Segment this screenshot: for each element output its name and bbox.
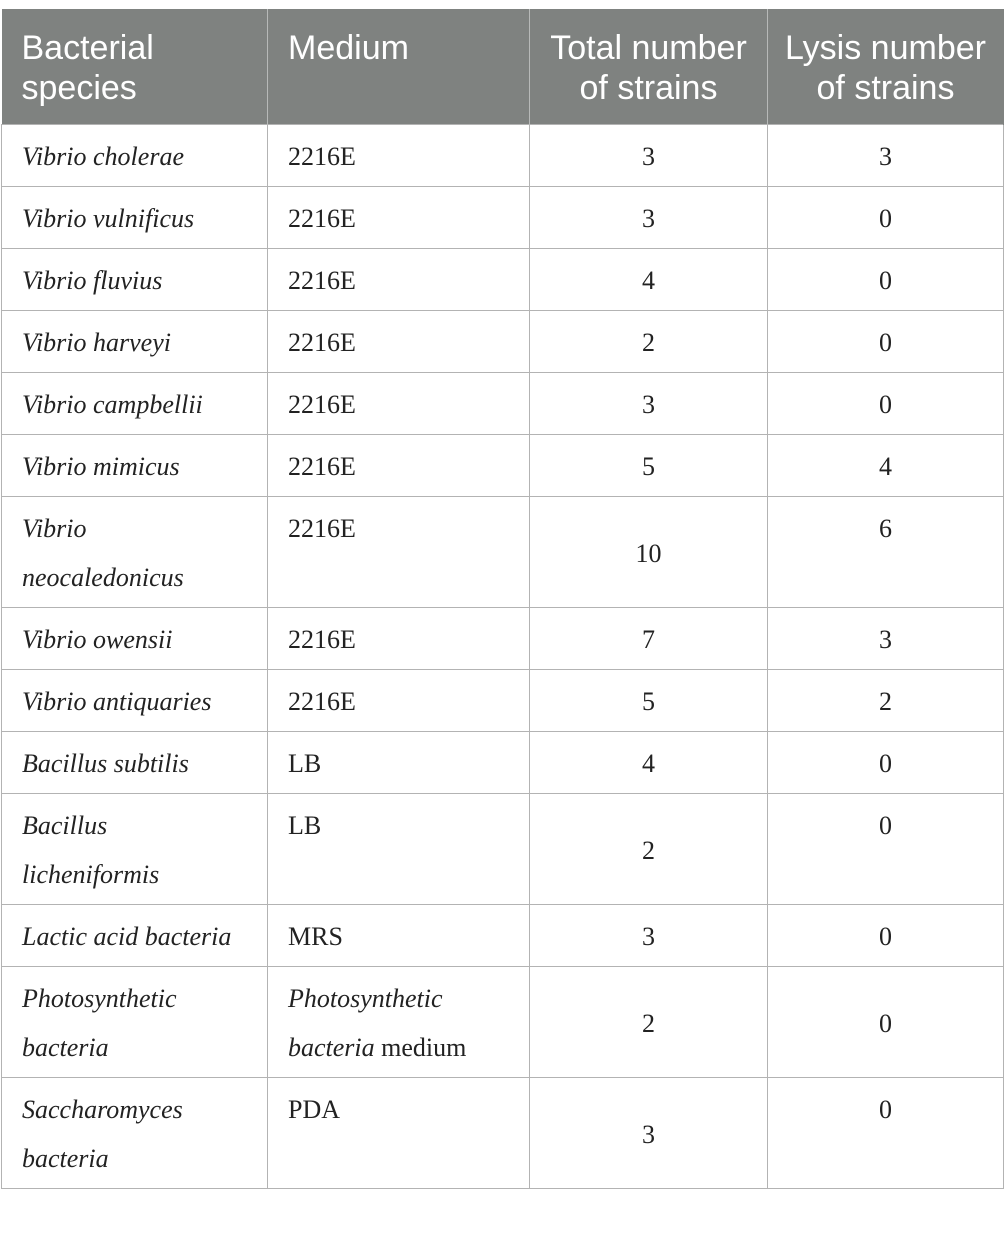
lysis-cell: 0	[768, 794, 1004, 905]
lysis-cell: 3	[768, 125, 1004, 187]
header-row	[2, 9, 1004, 125]
species-cell: Vibrio vulnificus	[2, 187, 268, 249]
total-cell: 4	[530, 732, 768, 794]
total-cell: 10	[530, 497, 768, 608]
lysis-cell: 0	[768, 249, 1004, 311]
species-cell: Vibrio owensii	[2, 608, 268, 670]
total-cell: 3	[530, 905, 768, 967]
header-species: Bacterial species	[2, 9, 268, 125]
total-cell: 5	[530, 670, 768, 732]
total-cell: 3	[530, 373, 768, 435]
medium-cell: 2216E	[268, 608, 530, 670]
table-row	[2, 1078, 1004, 1189]
lysis-cell: 4	[768, 435, 1004, 497]
medium-plain-text: medium	[374, 1033, 467, 1062]
lysis-cell: 0	[768, 311, 1004, 373]
medium-cell: 2216E	[268, 497, 530, 608]
total-cell: 2	[530, 794, 768, 905]
table-row	[2, 497, 1004, 608]
species-cell: Photosynthetic bacteria	[2, 967, 268, 1078]
lysis-cell: 0	[768, 373, 1004, 435]
table-row	[2, 125, 1004, 187]
total-cell: 3	[530, 125, 768, 187]
medium-cell: 2216E	[268, 670, 530, 732]
medium-cell: 2216E	[268, 249, 530, 311]
table-header	[2, 9, 1004, 125]
lysis-cell: 0	[768, 187, 1004, 249]
table-row	[2, 249, 1004, 311]
table-row	[2, 608, 1004, 670]
medium-cell: 2216E	[268, 187, 530, 249]
lysis-cell: 6	[768, 497, 1004, 608]
lysis-cell: 0	[768, 905, 1004, 967]
table-row	[2, 311, 1004, 373]
species-cell: Vibrio fluvius	[2, 249, 268, 311]
species-cell: Vibrio neocaledonicus	[2, 497, 268, 608]
header-total-strains: Total number of strains	[530, 9, 768, 125]
medium-cell: LB	[268, 794, 530, 905]
total-cell: 2	[530, 311, 768, 373]
table-row	[2, 732, 1004, 794]
species-cell: Saccharomyces bacteria	[2, 1078, 268, 1189]
medium-cell: MRS	[268, 905, 530, 967]
species-cell: Vibrio cholerae	[2, 125, 268, 187]
total-cell: 3	[530, 187, 768, 249]
lysis-cell: 0	[768, 967, 1004, 1078]
table-body	[2, 125, 1004, 1189]
lysis-cell: 2	[768, 670, 1004, 732]
total-cell: 3	[530, 1078, 768, 1189]
species-cell: Lactic acid bacteria	[2, 905, 268, 967]
medium-cell: PDA	[268, 1078, 530, 1189]
medium-cell: 2216E	[268, 373, 530, 435]
table-row	[2, 187, 1004, 249]
medium-cell: 2216E	[268, 311, 530, 373]
total-cell: 5	[530, 435, 768, 497]
medium-cell: LB	[268, 732, 530, 794]
header-lysis-strains: Lysis number of strains	[768, 9, 1004, 125]
medium-cell	[268, 967, 530, 1078]
species-cell: Vibrio mimicus	[2, 435, 268, 497]
lysis-cell: 0	[768, 1078, 1004, 1189]
table-row	[2, 967, 1004, 1078]
lysis-cell: 3	[768, 608, 1004, 670]
total-cell: 7	[530, 608, 768, 670]
species-cell: Vibrio campbellii	[2, 373, 268, 435]
table-row	[2, 794, 1004, 905]
table-row	[2, 905, 1004, 967]
medium-cell: 2216E	[268, 125, 530, 187]
medium-italic-text: Photosynthetic bacteria	[288, 984, 443, 1062]
lysis-cell: 0	[768, 732, 1004, 794]
total-cell: 2	[530, 967, 768, 1078]
header-medium: Medium	[268, 9, 530, 125]
species-cell: Bacillus licheniformis	[2, 794, 268, 905]
medium-cell: 2216E	[268, 435, 530, 497]
table-row	[2, 670, 1004, 732]
species-cell: Vibrio antiquaries	[2, 670, 268, 732]
species-cell: Bacillus subtilis	[2, 732, 268, 794]
table-row	[2, 373, 1004, 435]
table-row	[2, 435, 1004, 497]
bacteria-lysis-table	[1, 9, 1004, 1189]
species-cell: Vibrio harveyi	[2, 311, 268, 373]
total-cell: 4	[530, 249, 768, 311]
